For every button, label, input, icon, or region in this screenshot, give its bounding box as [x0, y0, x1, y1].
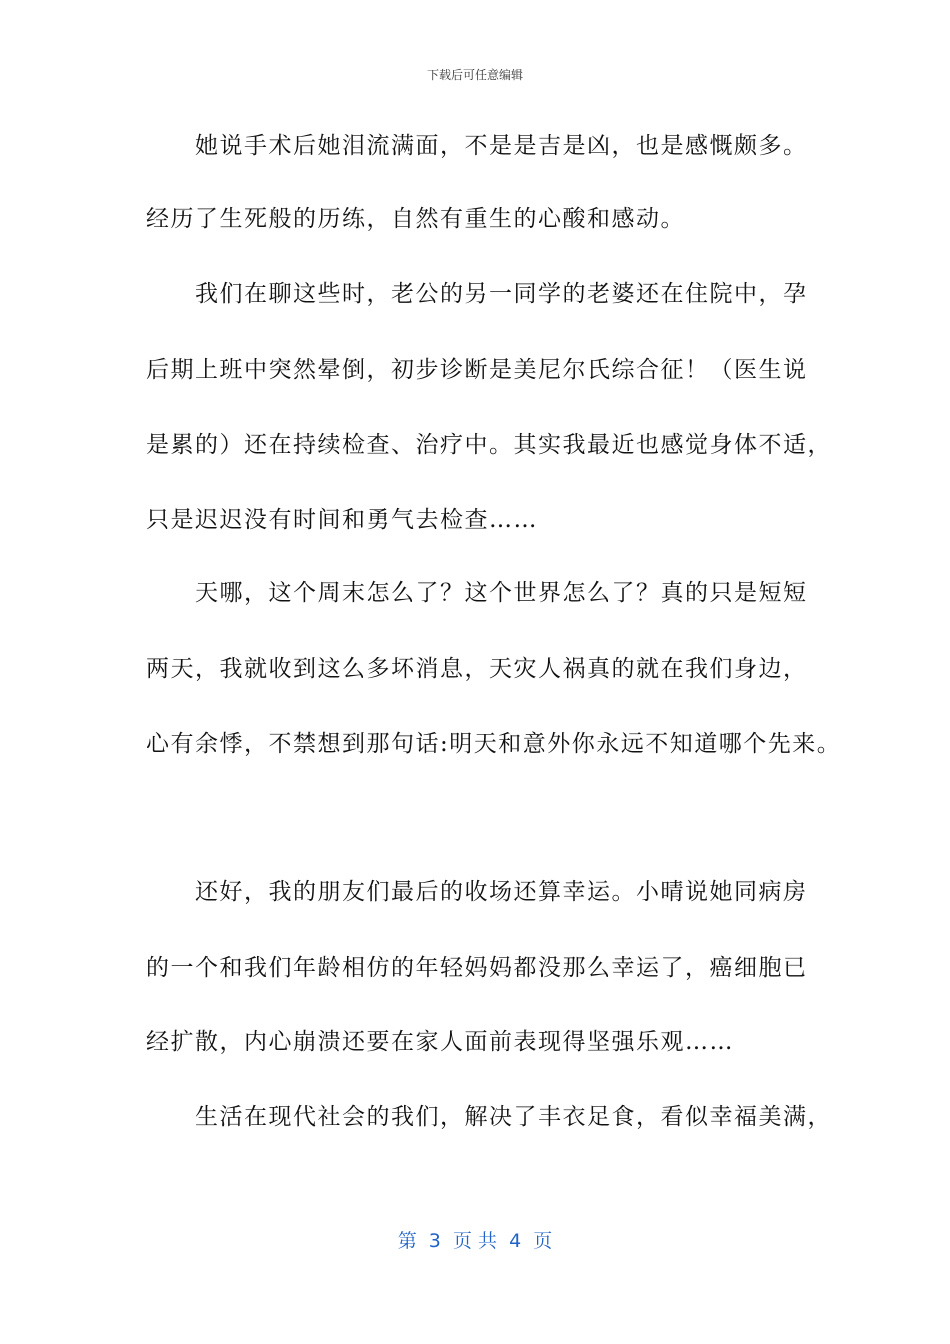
text-line-4: 后期上班中突然晕倒，初步诊断是美尼尔氏综合征！（医生说: [146, 357, 808, 383]
text-line-10: 还好，我的朋友们最后的收场还算幸运。小晴说她同病房: [146, 879, 808, 905]
text-line-2: 经历了生死般的历练，自然有重生的心酸和感动。: [146, 206, 685, 232]
text-line-11: 的一个和我们年龄相仿的年轻妈妈都没那么幸运了，癌细胞已: [146, 955, 808, 981]
text-line-7: 天哪，这个周末怎么了？这个世界怎么了？真的只是短短: [146, 580, 808, 606]
text-line-12: 经扩散，内心崩溃还要在家人面前表现得坚强乐观……: [146, 1029, 734, 1055]
text-line-6: 只是迟迟没有时间和勇气去检查……: [146, 507, 538, 533]
page-header: 下载后可任意编辑: [426, 68, 523, 82]
text-line-8: 两天，我就收到这么多坏消息，天灾人祸真的就在我们身边，: [146, 656, 808, 682]
text-line-1: 她说手术后她泪流满面，不是是吉是凶，也是感慨颇多。: [146, 133, 808, 159]
text-line-9: 心有余悸，不禁想到那句话:明天和意外你永远不知道哪个先来。: [146, 731, 842, 757]
text-line-5: 是累的）还在持续检查、治疗中。其实我最近也感觉身体不适，: [146, 432, 832, 458]
page-number-footer: 第 3 页 共 4 页: [397, 1230, 553, 1252]
text-line-13: 生活在现代社会的我们，解决了丰衣足食，看似幸福美满，: [146, 1104, 832, 1130]
text-line-3: 我们在聊这些时，老公的另一同学的老婆还在住院中，孕: [146, 281, 808, 307]
